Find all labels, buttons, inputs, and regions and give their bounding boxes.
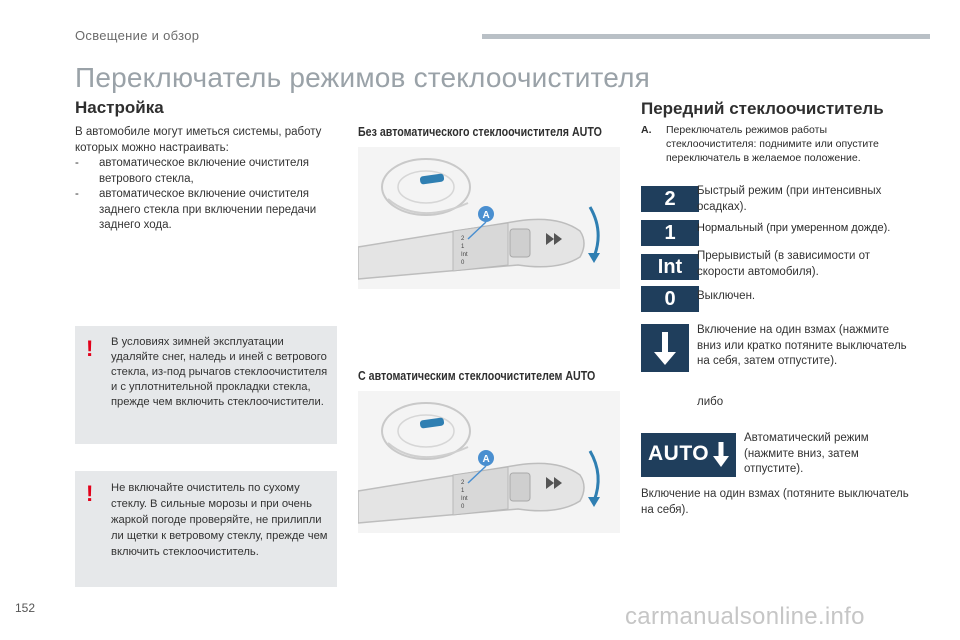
stalk-mark: Int: [461, 496, 468, 502]
stalk-mark: 1: [461, 244, 465, 250]
stalk-mark: 2: [461, 236, 465, 242]
settings-heading: Настройка: [75, 98, 164, 117]
heading-no-auto: Без автоматического стеклоочистителя AUTO: [358, 124, 602, 139]
heading-auto: С автоматическим стеклоочистителем AUTO: [358, 368, 596, 383]
stalk-mark: 0: [461, 504, 465, 510]
auto-mode-text: Автоматический режим (нажмите вниз, затем отпустите).: [744, 432, 869, 475]
callout-a: A: [482, 210, 490, 221]
section-header: Освещение и обзор: [75, 28, 200, 43]
stalk-mark: Int: [461, 252, 468, 258]
mode-text-intermittent: Прерывистый (в зависимости от скорости автомобиля).: [697, 250, 871, 278]
warning-text: В условиях зимней эксплуатации удаляйте снег, наледь и иней с ветрового стекла, из-под рычагов стеклоочистителя и с уплотнительной прокладки стекла, прежде чем включить стеклоочистители.: [111, 336, 328, 408]
settings-intro: В автомобиле могут иметься системы, работу которых можно настраивать:: [75, 126, 322, 154]
auto-button-icon: [641, 433, 736, 477]
header-rule: [482, 34, 930, 39]
page-title: Переключатель режимов стеклоочистителя: [75, 62, 650, 93]
mode-tile-int: Int: [641, 254, 699, 280]
wiper-stalk-image: [358, 147, 620, 289]
watermark: carmanualsonline.info: [625, 603, 865, 630]
stalk-mark: 2: [461, 480, 465, 486]
mode-tile-1: 1: [641, 220, 699, 246]
warning-box-winter: [75, 326, 337, 444]
settings-item: - автоматическое включение очистителя заднего стекла при включении передачи заднего хода.: [75, 187, 337, 234]
stalk-mark: 0: [461, 260, 465, 266]
stalk-mark: 1: [461, 488, 465, 494]
front-wiper-heading: Передний стеклоочиститель: [641, 99, 884, 118]
mode-text-normal: Нормальный (при умеренном дожде).: [697, 222, 891, 234]
a-description: Переключатель режимов работы стеклоочистителя: поднимите или опустите переключатель в желаемое положение.: [666, 124, 879, 164]
settings-text: [75, 125, 337, 234]
stalk-illustration-no-auto: [358, 147, 620, 289]
settings-item: - автоматическое включение очистителя ветрового стекла,: [75, 156, 337, 187]
single-sweep-text: Включение на один взмах (нажмите вниз или кратко потяните выключатель на себя, затем отпустите).: [697, 324, 907, 367]
single-sweep-text-2: Включение на один взмах (потяните выключатель на себя).: [641, 488, 909, 516]
page-number: 152: [15, 601, 36, 615]
auto-down-arrow-icon: [711, 441, 731, 469]
warning-box-dry: [75, 471, 337, 587]
warning-icon: !: [86, 481, 94, 506]
warning-icon: !: [86, 336, 94, 361]
settings-list: [75, 156, 337, 234]
mode-text-fast: Быстрый режим (при интенсивных осадках).: [697, 185, 882, 213]
auto-label: AUTO: [648, 442, 710, 465]
mode-tile-0: 0: [641, 286, 699, 312]
stalk-illustration-auto: [358, 391, 620, 533]
warning-text: Не включайте очиститель по сухому стеклу. В сильные морозы и при очень жаркой погоде проверяйте, не прилипли ли щетки к ветровому стеклу, прежде чем включить стеклоочиститель.: [111, 482, 328, 558]
or-text: либо: [697, 396, 724, 408]
wiper-stalk-image: [358, 391, 620, 533]
a-label: A.: [641, 124, 652, 136]
callout-a: A: [482, 454, 490, 465]
down-arrow-icon: [641, 324, 689, 372]
mode-tile-2: 2: [641, 186, 699, 212]
mode-text-off: Выключен.: [697, 290, 756, 302]
